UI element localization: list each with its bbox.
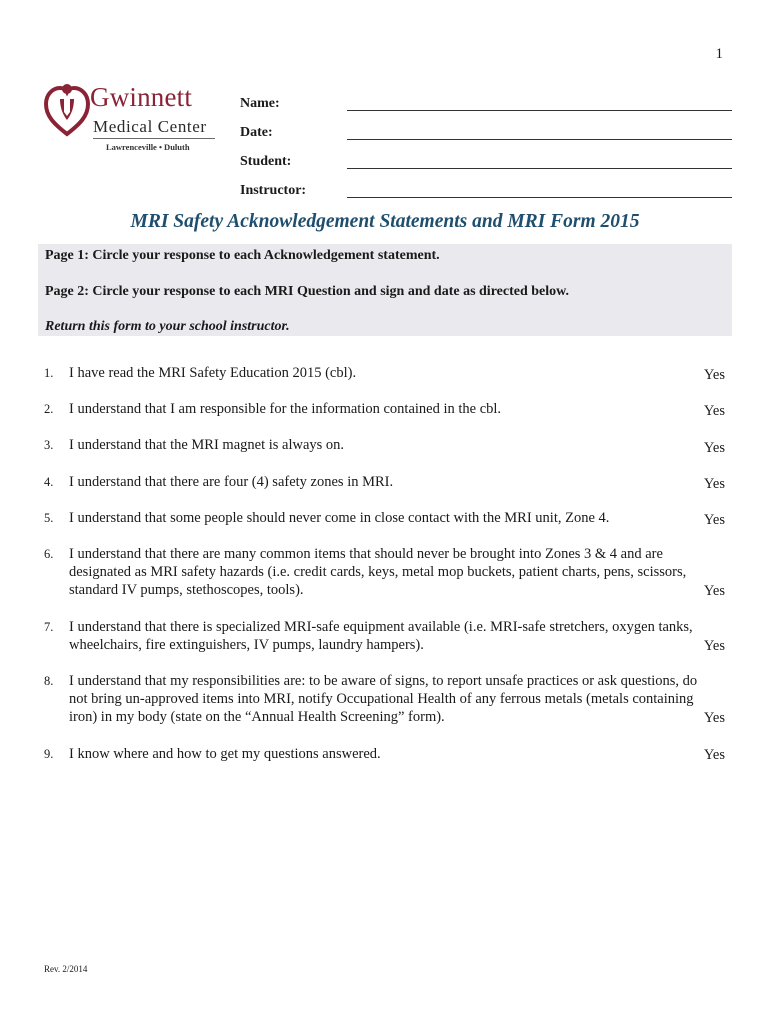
instructor-input-line[interactable] xyxy=(347,197,732,198)
statement-number: 6. xyxy=(44,547,54,561)
date-field xyxy=(240,123,732,152)
statement-text: I understand that my responsibilities are: to be aware of signs, to report unsafe practices or ask questions, do not bring un-approved items into MRI, notify Occupational Health of any ferrous metals (metals containing iron) in my body (state on the “Annual Health Screening” form). xyxy=(69,673,698,725)
student-input-line[interactable] xyxy=(347,168,732,169)
revision-note: Rev. 2/2014 xyxy=(44,964,88,974)
statement-number: 8. xyxy=(44,674,54,688)
yes-response[interactable]: Yes xyxy=(703,476,725,492)
student-field xyxy=(240,152,732,181)
instructions-box xyxy=(38,244,732,336)
yes-response[interactable]: Yes xyxy=(703,367,725,383)
statement-text: I understand that some people should never come in close contact with the MRI unit, Zone 4. xyxy=(69,510,610,526)
page-number: 1 xyxy=(715,46,723,62)
heart-logo-icon xyxy=(44,82,90,138)
form-title: MRI Safety Acknowledgement Statements and MRI Form 2015 xyxy=(130,211,640,232)
date-input-line[interactable] xyxy=(347,139,732,140)
logo xyxy=(44,82,224,152)
statement-text: I know where and how to get my questions answered. xyxy=(69,746,381,762)
statement-number: 7. xyxy=(44,620,54,634)
header-fields xyxy=(240,94,732,210)
statement-number: 9. xyxy=(44,747,54,761)
statement-number: 4. xyxy=(44,475,54,489)
yes-response[interactable]: Yes xyxy=(703,440,725,456)
logo-divider xyxy=(93,138,215,139)
name-field xyxy=(240,94,732,123)
name-input-line[interactable] xyxy=(347,110,732,111)
yes-response[interactable]: Yes xyxy=(703,747,725,763)
statement-text: I understand that I am responsible for the information contained in the cbl. xyxy=(69,401,502,417)
statement-number: 3. xyxy=(44,438,54,452)
logo-subtitle: Medical Center xyxy=(93,117,207,136)
yes-response[interactable]: Yes xyxy=(703,710,725,726)
instruction-return: Return this form to your school instructor. xyxy=(45,319,290,334)
date-label: Date: xyxy=(240,125,273,140)
logo-locations: Lawrenceville • Duluth xyxy=(106,142,190,152)
yes-response[interactable]: Yes xyxy=(703,512,725,528)
statement-number: 5. xyxy=(44,511,54,525)
statement-number: 1. xyxy=(44,366,54,380)
name-label: Name: xyxy=(240,96,280,111)
statement-text: I have read the MRI Safety Education 2015 (cbl). xyxy=(69,365,357,381)
statement-text: I understand that there is specialized MRI-safe equipment available (i.e. MRI-safe stretchers, oxygen tanks, wheelchairs, fire extinguishers, IV pumps, laundry hampers). xyxy=(69,619,693,653)
statement-text: I understand that there are four (4) safety zones in MRI. xyxy=(69,474,394,490)
instruction-page1: Page 1: Circle your response to each Acknowledgement statement. xyxy=(45,248,440,263)
yes-response[interactable]: Yes xyxy=(703,638,725,654)
instruction-page2: Page 2: Circle your response to each MRI Question and sign and date as directed below. xyxy=(45,284,569,299)
statement-number: 2. xyxy=(44,402,54,416)
yes-response[interactable]: Yes xyxy=(703,403,725,419)
statement-text: I understand that there are many common items that should never be brought into Zones 3 & 4 and are designated as MRI safety hazards (i.e. credit cards, keys, metal mop buckets, patient charts, pens, scissors, standard IV pumps, stethoscopes, tools). xyxy=(69,546,687,598)
yes-response[interactable]: Yes xyxy=(703,583,725,599)
instructor-field xyxy=(240,181,732,210)
statement-text: I understand that the MRI magnet is always on. xyxy=(69,437,345,453)
student-label: Student: xyxy=(240,154,292,169)
logo-name: Gwinnett xyxy=(90,82,193,112)
instructor-label: Instructor: xyxy=(240,183,307,198)
